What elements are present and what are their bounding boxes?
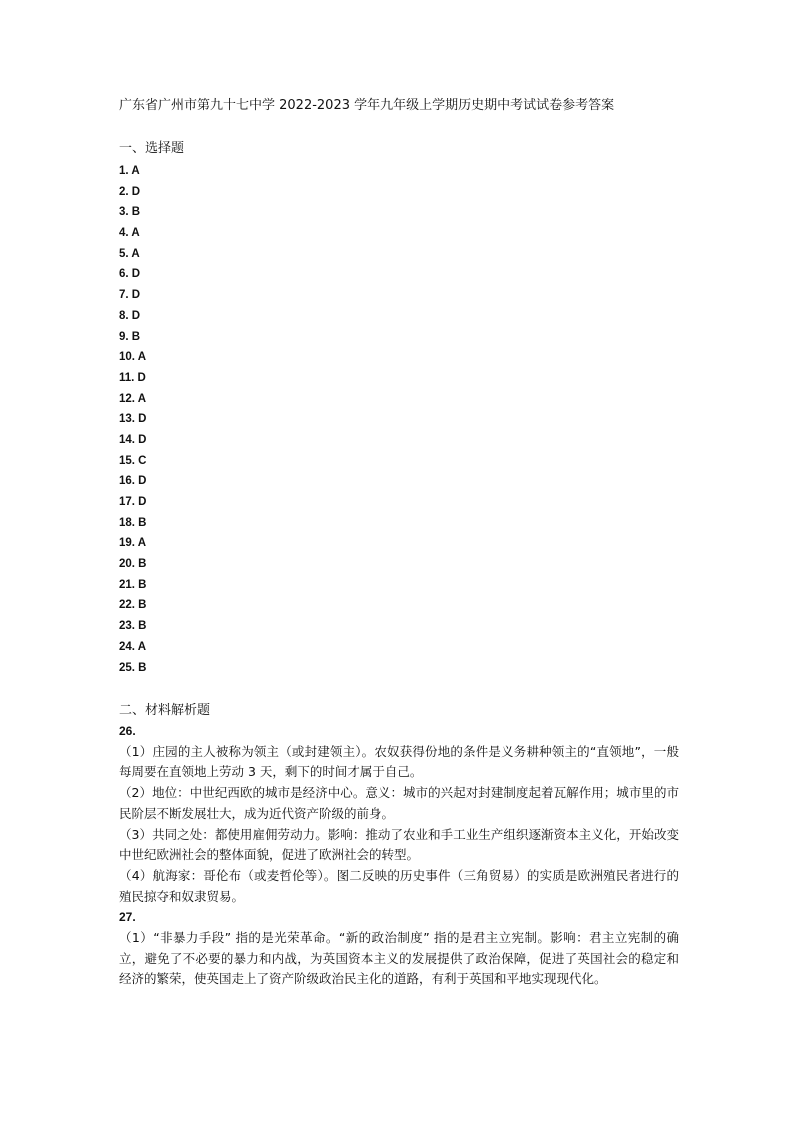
answer-paragraph: （3）共同之处：都使用雇佣劳动力。影响：推动了农业和手工业生产组织逐渐资本主义化，开始改变中世纪欧洲社会的整体面貌，促进了欧洲社会的转型。 bbox=[119, 826, 679, 863]
answer-item: 8. D bbox=[119, 309, 141, 322]
answer-item: 11. D bbox=[119, 371, 146, 384]
answer-item: 9. B bbox=[119, 330, 141, 343]
answer-item: 16. D bbox=[119, 475, 147, 488]
answer-paragraph: （4）航海家：哥伦布（或麦哲伦等）。图二反映的历史事件（三角贸易）的实质是欧洲殖民者进行的殖民掠夺和奴隶贸易。 bbox=[119, 867, 679, 904]
answer-item: 15. C bbox=[119, 454, 147, 467]
section-heading-material-analysis: 二、材料解析题 bbox=[119, 703, 211, 718]
answer-item: 5. A bbox=[119, 247, 140, 260]
answer-item: 23. B bbox=[119, 620, 147, 633]
answer-item: 22. B bbox=[119, 599, 147, 612]
answer-item: 3. B bbox=[119, 206, 141, 219]
answer-item: 24. A bbox=[119, 640, 147, 653]
answer-item: 25. B bbox=[119, 661, 147, 674]
answer-item: 14. D bbox=[119, 433, 147, 446]
answer-item: 6. D bbox=[119, 268, 141, 281]
answer-paragraph: （1）“非暴力手段” 指的是光荣革命。“新的政治制度” 指的是君主立宪制。影响：君主立宪制的确立，避免了不必要的暴力和内战，为英国资本主义的发展提供了政治保障，促进了英国社会的稳定和经济的繁荣，使英国走上了资产阶级政治民主化的道路，有利于英国和平地实现现代化。 bbox=[119, 930, 679, 987]
question-number: 27. bbox=[119, 910, 136, 925]
answer-paragraph: （1）庄园的主人被称为领主（或封建领主）。农奴获得份地的条件是义务耕种领主的“直领地”，一般每周要在直领地上劳动 3 天，剩下的时间才属于自己。 bbox=[119, 743, 679, 780]
answer-item: 10. A bbox=[119, 351, 147, 364]
question-number: 26. bbox=[119, 724, 136, 738]
answer-item: 13. D bbox=[119, 413, 147, 426]
answer-paragraph: （2）地位：中世纪西欧的城市是经济中心。意义：城市的兴起对封建制度起着瓦解作用；城市里的市民阶层不断发展壮大，成为近代资产阶级的前身。 bbox=[119, 785, 679, 821]
answer-item: 19. A bbox=[119, 537, 147, 550]
answer-item: 1. A bbox=[119, 165, 140, 177]
section-heading-multiple-choice: 一、选择题 bbox=[119, 141, 185, 156]
material-analysis-answers bbox=[119, 721, 679, 990]
answer-item: 17. D bbox=[119, 496, 147, 508]
answer-item: 4. A bbox=[119, 227, 140, 240]
answer-item: 18. B bbox=[119, 516, 147, 529]
answer-item: 20. B bbox=[119, 558, 147, 571]
document-title: 广东省广州市第九十七中学 2022-2023 学年九年级上学期历史期中考试试卷参考答案 bbox=[119, 98, 615, 113]
answer-item: 21. B bbox=[119, 578, 147, 591]
answer-item: 7. D bbox=[119, 289, 141, 302]
answer-item: 12. A bbox=[119, 392, 147, 405]
answer-list bbox=[119, 161, 147, 678]
answer-item: 2. D bbox=[119, 185, 141, 198]
